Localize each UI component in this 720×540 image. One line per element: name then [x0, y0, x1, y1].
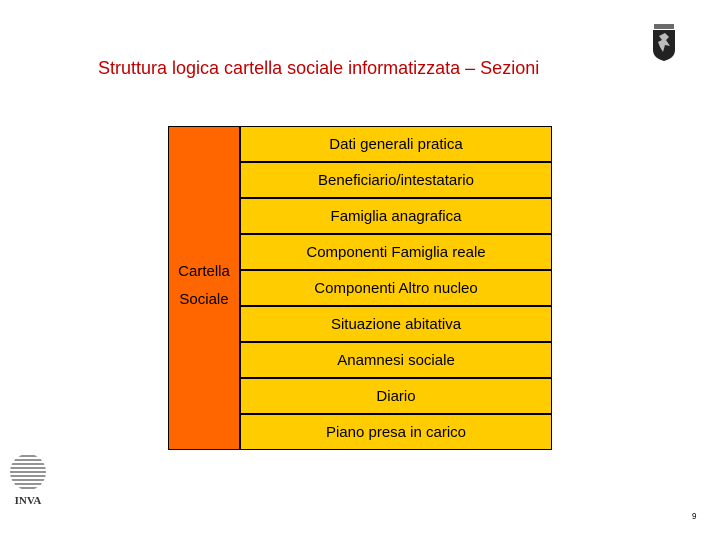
sociale-label: Sociale: [179, 291, 229, 308]
coat-of-arms-icon: [651, 24, 677, 62]
section-altro-nucleo: Componenti Altro nucleo: [240, 270, 552, 306]
page-number: 9: [692, 512, 697, 521]
section-famiglia-reale: Componenti Famiglia reale: [240, 234, 552, 270]
sections-table: [240, 126, 552, 450]
inva-logo-icon: [8, 452, 48, 508]
section-anamnesi-sociale: Anamnesi sociale: [240, 342, 552, 378]
section-famiglia-anagrafica: Famiglia anagrafica: [240, 198, 552, 234]
inva-logo-text: INVA: [14, 495, 42, 507]
section-dati-generali: Dati generali pratica: [240, 126, 552, 162]
cartella-sociale-cell: [168, 126, 240, 450]
section-beneficiario: Beneficiario/intestatario: [240, 162, 552, 198]
cartella-label: Cartella: [178, 263, 230, 280]
section-piano-presa: Piano presa in carico: [240, 414, 552, 450]
section-situazione-abitativa: Situazione abitativa: [240, 306, 552, 342]
section-diario: Diario: [240, 378, 552, 414]
slide-title: Struttura logica cartella sociale informatizzata – Sezioni: [98, 58, 540, 78]
